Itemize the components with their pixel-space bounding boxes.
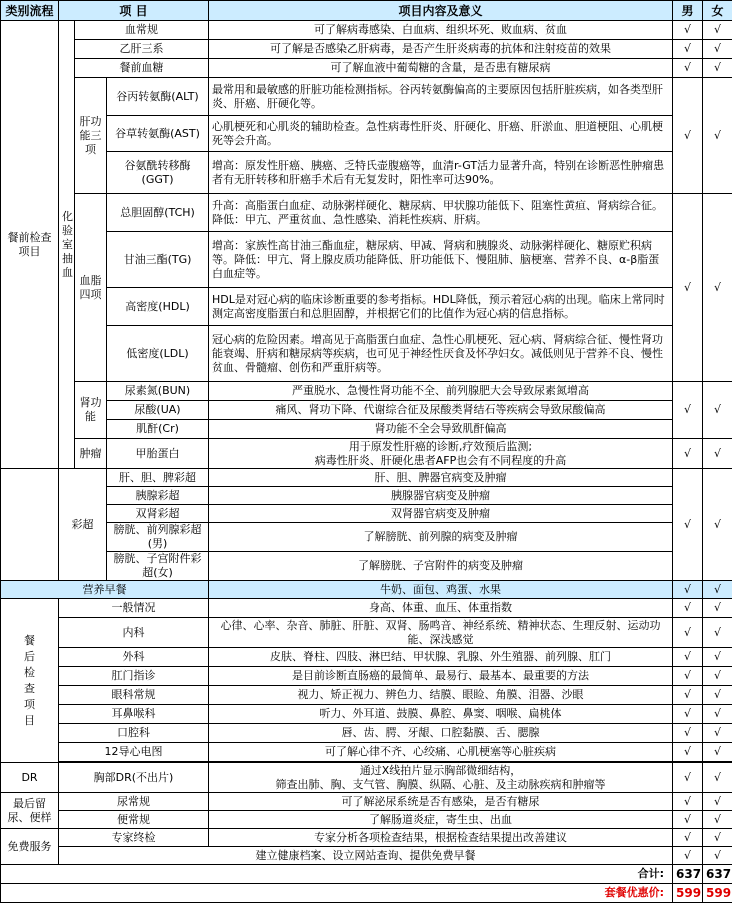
male-check: √ [673,439,703,469]
male-check: √ [673,724,703,743]
table-row [1,40,732,59]
table-row [1,705,732,724]
item-name: 12导心电图 [59,743,209,762]
liver-label [75,78,107,194]
female-check: √ [703,581,732,599]
male-check: √ [673,599,703,618]
table-row [1,59,732,78]
item-desc: 牛奶、面包、鸡蛋、水果 [209,581,673,599]
male-check: √ [673,686,703,705]
item-name: 内科 [59,618,209,648]
table-row [1,78,732,116]
pre-meal-cont [1,469,59,581]
table-row [1,599,732,618]
male-check: √ [673,581,703,599]
item-name: 胸部DR(不出片) [59,763,209,793]
discount-female: 599 [703,884,732,903]
table-row [1,232,732,288]
female-check: √ [703,763,732,793]
female-check: √ [703,40,732,59]
table-row [1,382,732,401]
male-check: √ [673,618,703,648]
table-row [1,793,732,811]
female-check: √ [703,724,732,743]
female-check: √ [703,599,732,618]
table-row [1,116,732,152]
item-desc: 视力、矫正视力、辨色力、结膜、眼睑、角膜、泪器、沙眼 [209,686,673,705]
total-row [1,865,732,884]
discount-label: 套餐优惠价: [1,884,673,903]
item-desc: 了解膀胱、子宫附件的病变及肿瘤 [209,552,673,581]
male-check: √ [673,743,703,762]
afp-desc-line1: 用于原发性肝癌的诊断,疗效预后监测; [212,440,669,454]
afp-desc-line2: 病毒性肝炎、肝硬化患者AFP也会有不同程度的升高 [212,454,669,468]
item-name: 肛门指诊 [59,667,209,686]
lab-label-text: 化验室抽血 [62,210,73,279]
female-check: √ [703,847,732,865]
item-desc: 肾功能不全会导致肌酐偏高 [209,420,673,439]
item-name: 双肾彩超 [107,505,209,523]
discount-row [1,884,732,903]
total-female: 637 [703,865,732,884]
table-row [1,420,732,439]
item-name: 尿素氮(BUN) [107,382,209,401]
item-name: 肌酐(Cr) [107,420,209,439]
female-check: √ [703,743,732,762]
female-check: √ [703,78,732,194]
alt-name: 谷丙转氨酶(ALT) [116,90,198,103]
table-row [1,469,732,487]
item-desc: 了解肠道炎症，寄生虫、出血 [209,811,673,829]
lipid-label [75,194,107,382]
item-desc [209,763,673,793]
breakfast-row [1,581,732,599]
table-row [1,326,732,382]
final-label: 最后留尿、便样 [1,793,59,829]
table-row [1,21,732,40]
item-name: 餐前血糖 [75,59,209,78]
item-desc: 胰腺器官病变及肿瘤 [209,487,673,505]
female-check: √ [703,59,732,78]
female-check: √ [703,793,732,811]
item-desc: 了解膀胱、前列腺的病变及肿瘤 [209,523,673,552]
female-check: √ [703,21,732,40]
male-check: √ [673,793,703,811]
table-row [1,667,732,686]
kidney-label [75,382,107,439]
table-row [1,439,732,469]
item-name: 高密度(HDL) [107,288,209,326]
table-row [1,152,732,194]
item-desc: HDL是对冠心病的临床诊断重要的参考指标。HDL降低，预示着冠心病的出现。临床上常同时测定高密度脂蛋白和总胆固醇，并根据它们的比值作为冠心病的信息指标。 [209,288,673,326]
item-name: 谷氨酰转移酶(GGT) [107,152,209,194]
table-row [1,724,732,743]
female-check: √ [703,439,732,469]
item-desc: 专家分析各项检查结果，根据检查结果提出改善建议 [209,829,673,847]
header-female: 女 [703,1,732,21]
male-check: √ [673,59,703,78]
item-name: 营养早餐 [1,581,209,599]
item-desc: 增高：原发性肝癌、胰癌、乏特氏壶腹癌等，血清r-GT活力显著升高，特别在诊断恶性肿瘤患者有无肝转移和肝癌手术后有无复发时，阳性率可达90%。 [209,152,673,194]
item-desc: 最常用和最敏感的肝脏功能检测指标。谷丙转氨酶偏高的主要原因包括肝脏疾病，如各类型肝炎、肝癌、肝硬化等。 [209,78,673,116]
discount-male: 599 [673,884,703,903]
item-name: 便常规 [59,811,209,829]
item-desc: 双肾器官病变及肿瘤 [209,505,673,523]
item-name: 外科 [59,648,209,667]
item-name: 膀胱、子宫附件彩超(女) [107,552,209,581]
table-row [1,505,732,523]
item-name: 胰腺彩超 [107,487,209,505]
item-desc: 身高、体重、血压、体重指数 [209,599,673,618]
item-desc: 升高：高脂蛋白血症、动脉粥样硬化、糖尿病、甲状腺功能低下、阻塞性黄疸、肾病综合征。降低：甲亢、严重贫血、急性感染、消耗性疾病、肝病。 [209,194,673,232]
male-check: √ [673,763,703,793]
free-label: 免费服务 [1,829,59,865]
item-name: 血常规 [75,21,209,40]
female-check: √ [703,829,732,847]
item-name: 眼科常规 [59,686,209,705]
item-name: 专家终检 [59,829,209,847]
post-meal-label-text: 餐后检查项目 [24,634,35,727]
male-check: √ [673,40,703,59]
female-check: √ [703,469,732,581]
female-check: √ [703,667,732,686]
item-name: 甲胎蛋白 [107,439,209,469]
table-row [1,648,732,667]
header-content: 项目内容及意义 [209,1,673,21]
item-desc: 是目前诊断直肠癌的最简单、最易行、最基本、最重要的方法 [209,667,673,686]
male-check: √ [673,469,703,581]
table-row [1,523,732,552]
item-desc: 心律、心率、杂音、肺脏、肝脏、双肾、肠鸣音、神经系统、精神状态、生理反射、运动功能、深浅感觉 [209,618,673,648]
table-row [1,487,732,505]
total-male: 637 [673,865,703,884]
table-row [1,811,732,829]
item-name: 乙肝三系 [75,40,209,59]
item-name: 总胆固醇(TCH) [107,194,209,232]
dr-desc-line1: 通过X线拍片显示胸部微细结构， [212,764,669,778]
table-row [1,847,732,865]
female-check: √ [703,194,732,382]
item-desc: 肝、胆、脾器官病变及肿瘤 [209,469,673,487]
male-check: √ [673,382,703,439]
ultrasound-label-text: 彩超 [72,518,94,531]
table-row [1,763,732,793]
exam-package-table-lower [0,468,732,903]
table-row [1,401,732,420]
item-desc: 严重脱水、急慢性肾功能不全、前列腺肥大会导致尿素氮增高 [209,382,673,401]
item-desc: 建立健康档案、设立网站查询、提供免费早餐 [59,847,673,865]
header-category: 类别流程 [1,1,59,21]
item-name: 耳鼻喉科 [59,705,209,724]
liver-label-text: 肝功能三项 [80,115,102,156]
item-name: 一般情况 [59,599,209,618]
item-desc: 可了解泌尿系统是否有感染，是否有糖尿 [209,793,673,811]
item-name [107,78,209,116]
item-name: 口腔科 [59,724,209,743]
female-check: √ [703,648,732,667]
ultrasound-label [59,469,107,581]
male-check: √ [673,667,703,686]
kidney-label-text: 肾功能 [80,396,102,423]
dr-desc-line2: 筛查出肺、胸、支气管、胸膜、纵隔、心脏、及主动脉疾病和肿瘤等 [212,778,669,792]
item-desc: 可了解血液中葡萄糖的含量，是否患有糖尿病 [209,59,673,78]
item-desc: 听力、外耳道、鼓膜、鼻腔、鼻窦、咽喉、扁桃体 [209,705,673,724]
table-row [1,829,732,847]
male-check: √ [673,847,703,865]
item-desc: 冠心病的危险因素。增高见于高脂蛋白血症、急性心肌梗死、冠心病、肾病综合征、慢性肾功能衰竭、肝病和糖尿病等疾病，也可见于神经性厌食及怀孕妇女。减低则见于营养不良、慢性贫血、骨髓瘤、创伤和严重肝病等。 [209,326,673,382]
item-desc: 唇、齿、腭、牙龈、口腔黏膜、舌、腮腺 [209,724,673,743]
table-row [1,618,732,648]
header-male: 男 [673,1,703,21]
tumor-label: 肿瘤 [75,439,107,469]
female-check: √ [703,811,732,829]
male-check: √ [673,648,703,667]
post-meal-group-label [1,599,59,763]
item-desc [209,439,673,469]
item-desc: 可了解病毒感染、白血病、组织坏死、败血病、贫血 [209,21,673,40]
female-check: √ [703,618,732,648]
item-name: 肝、胆、脾彩超 [107,469,209,487]
item-name: 尿酸(UA) [107,401,209,420]
item-desc: 痛风、肾功下降、代谢综合征及尿酸类肾结石等疾病会导致尿酸偏高 [209,401,673,420]
header-item: 项 目 [59,1,209,21]
table-row [1,743,732,762]
female-check: √ [703,686,732,705]
female-check: √ [703,382,732,439]
total-label: 合计: [1,865,673,884]
male-check: √ [673,811,703,829]
header-row [1,1,732,21]
dr-label: DR [1,763,59,793]
table-row [1,552,732,581]
item-name: 尿常规 [59,793,209,811]
table-row [1,288,732,326]
item-desc: 增高：家族性高甘油三酯血症，糖尿病、甲减、肾病和胰腺炎、动脉粥样硬化、糖原贮积病等。降低：甲亢、肾上腺皮质功能降低、肝功能低下、慢阻肺、脑梗塞、营养不良、α-β脂蛋白血症等。 [209,232,673,288]
male-check: √ [673,705,703,724]
pre-meal-group-label [1,21,59,469]
item-name: 谷草转氨酶(AST) [107,116,209,152]
lab-label [59,21,75,469]
item-desc: 心肌梗死和心肌炎的辅助检查。急性病毒性肝炎、肝硬化、肝癌、肝淤血、胆道梗阻、心肌梗死等会升高。 [209,116,673,152]
male-check: √ [673,829,703,847]
table-row [1,686,732,705]
lipid-label-text: 血脂四项 [80,274,102,301]
item-name: 膀胱、前列腺彩超(男) [107,523,209,552]
table-row [1,194,732,232]
male-check: √ [673,21,703,40]
item-desc: 可了解是否感染乙肝病毒，是否产生肝炎病毒的抗体和注射疫苗的效果 [209,40,673,59]
item-name: 低密度(LDL) [107,326,209,382]
pre-meal-label-text: 餐前检查项目 [8,231,52,258]
item-desc: 可了解心律不齐、心绞痛、心肌梗塞等心脏疾病 [209,743,673,762]
female-check: √ [703,705,732,724]
male-check: √ [673,78,703,194]
male-check: √ [673,194,703,382]
item-desc: 皮肤、脊柱、四肢、淋巴结、甲状腺、乳腺、外生殖器、前列腺、肛门 [209,648,673,667]
item-name: 甘油三酯(TG) [107,232,209,288]
